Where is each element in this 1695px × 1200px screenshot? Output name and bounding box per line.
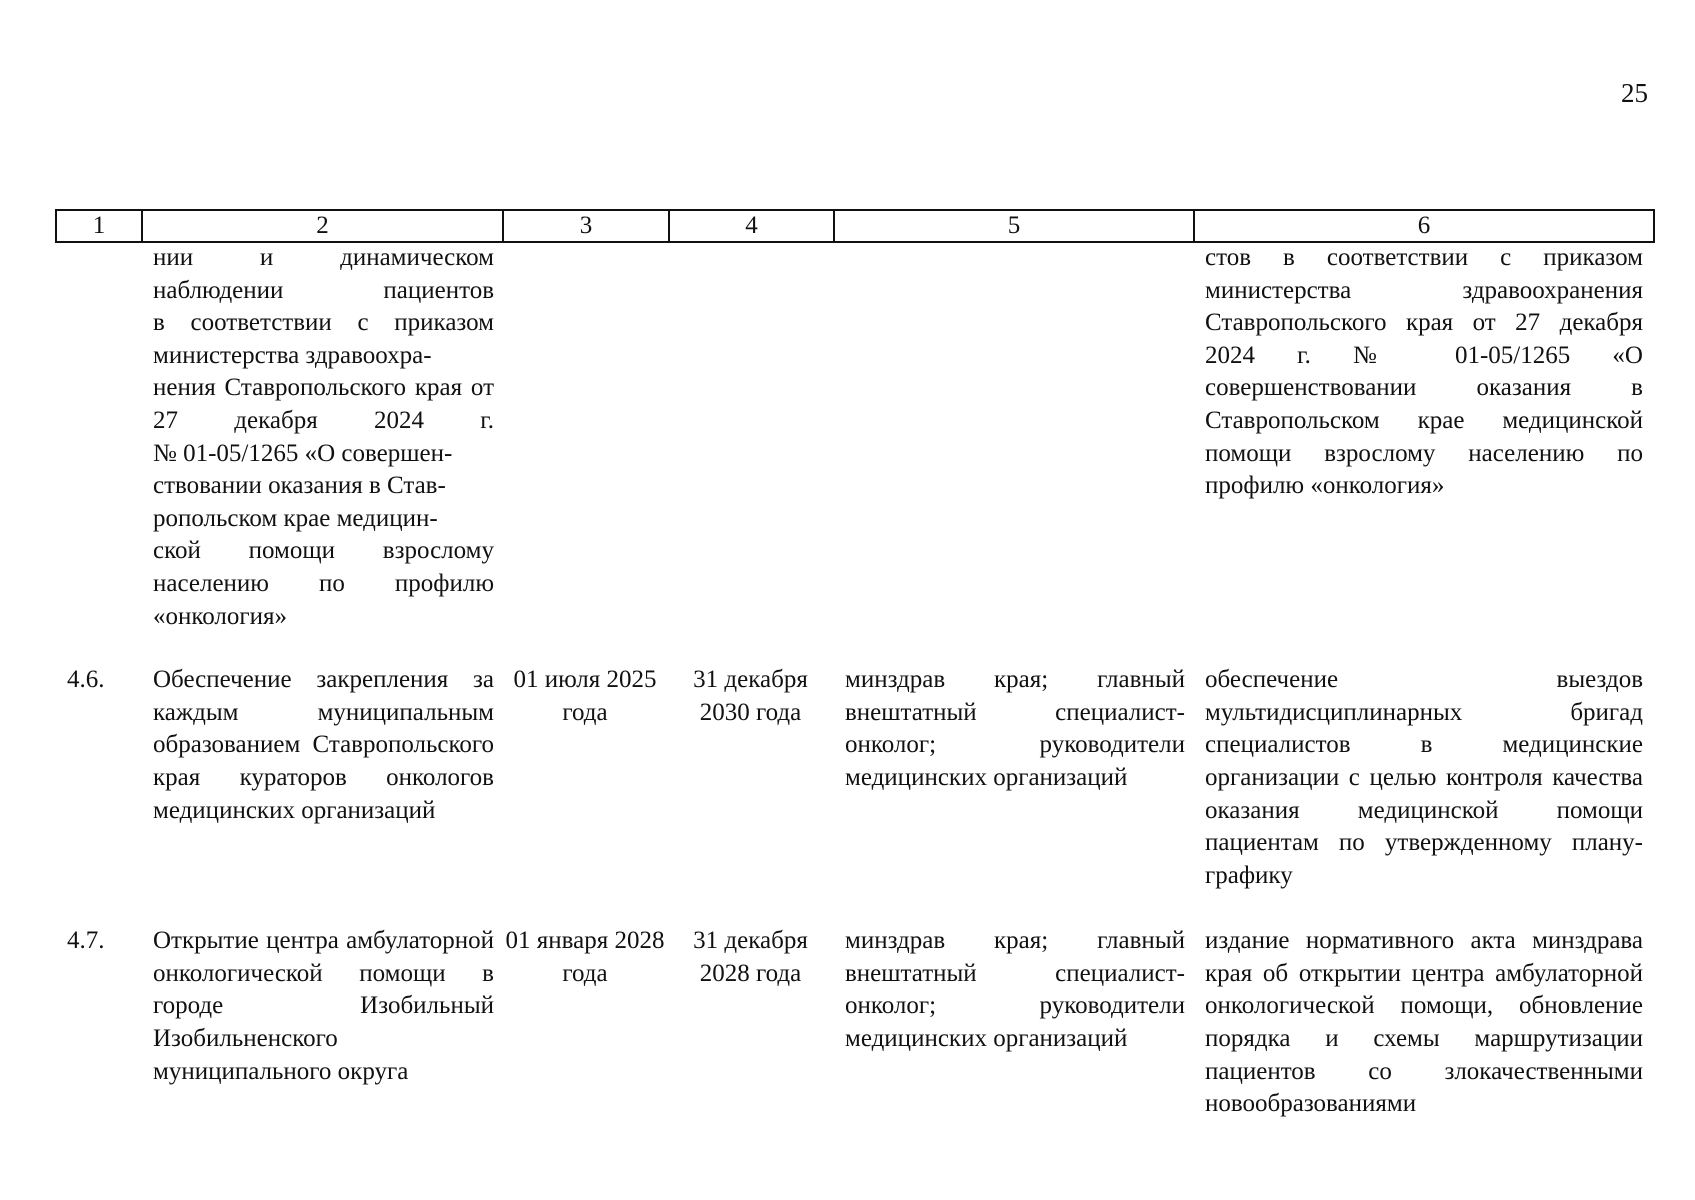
- row-number: 4.7.: [67, 927, 105, 955]
- column-header-2: 2: [142, 210, 503, 242]
- event-cell: Открытие центра амбулаторной онкологической помощи в городе Изобильный Изобильненского муниципального округа: [153, 927, 494, 1085]
- continuation-event-line: ропольском крае медицин-: [153, 504, 438, 532]
- continuation-row: [55, 242, 1653, 633]
- continuation-event-line: «онкология»: [153, 602, 288, 630]
- start-date-cell: 01 января 2028 года: [505, 927, 665, 987]
- continuation-event-line: ской помощи взрослому населению по профилю: [153, 537, 494, 597]
- column-header-3: 3: [503, 210, 669, 242]
- table-row: [55, 925, 1653, 1121]
- start-date-cell: 01 июля 2025 года: [513, 666, 657, 726]
- event-cell: Обеспечение закрепления за каждым муниципальным образованием Ставропольского края кураторов онкологов медицинских организаций: [153, 666, 494, 824]
- row-number: 4.6.: [67, 666, 105, 694]
- continuation-event-line: ствовании оказания в Став-: [153, 472, 446, 500]
- continuation-event-cell: [141, 242, 502, 633]
- responsible-cell: минздрав края; главный внештатный специалист-онколог; руководители медицинских организаций: [845, 666, 1185, 791]
- continuation-event-line: в соответствии с приказом министерства здравоохра-: [153, 309, 494, 369]
- column-header-4: 4: [669, 210, 834, 242]
- column-number-header: [55, 209, 1655, 243]
- continuation-event-line: нения Ставропольского края от 27 декабря 2024 г.: [153, 374, 494, 434]
- column-header-6: 6: [1194, 210, 1654, 242]
- continuation-event-line: нии и динамическом наблюдении пациентов: [153, 244, 494, 304]
- end-date-cell: 31 декабря 2030 года: [693, 666, 808, 726]
- table-row: [55, 664, 1653, 892]
- column-header-5: 5: [834, 210, 1194, 242]
- continuation-result-cell: стов в соответствии с приказом министерства здравоохранения Ставропольского края от 27 декабря 2024 г. № 01-05/1265 «О совершенствовании оказания в Ставропольском крае медицинской помощи взрослому населению по профилю «онкология»: [1205, 244, 1643, 500]
- page-number: 25: [1621, 78, 1648, 108]
- responsible-cell: минздрав края; главный внештатный специалист-онколог; руководители медицинских организаций: [845, 927, 1185, 1053]
- table-body: [55, 242, 1653, 1121]
- result-cell: обеспечение выездов мультидисциплинарных бригад специалистов в медицинские организации с целью контроля качества оказания медицинской помощи пациентам по утвержденному плану-графику: [1205, 666, 1643, 889]
- column-header-1: 1: [56, 210, 142, 242]
- result-cell: издание нормативного акта минздрава края об открытии центра амбулаторной онкологической помощи, обновление порядка и схемы маршрутизации пациентов со злокачественными новообразованиями: [1205, 927, 1643, 1118]
- continuation-event-line: № 01-05/1265 «О совершен-: [153, 439, 453, 467]
- end-date-cell: 31 декабря 2028 года: [693, 927, 808, 987]
